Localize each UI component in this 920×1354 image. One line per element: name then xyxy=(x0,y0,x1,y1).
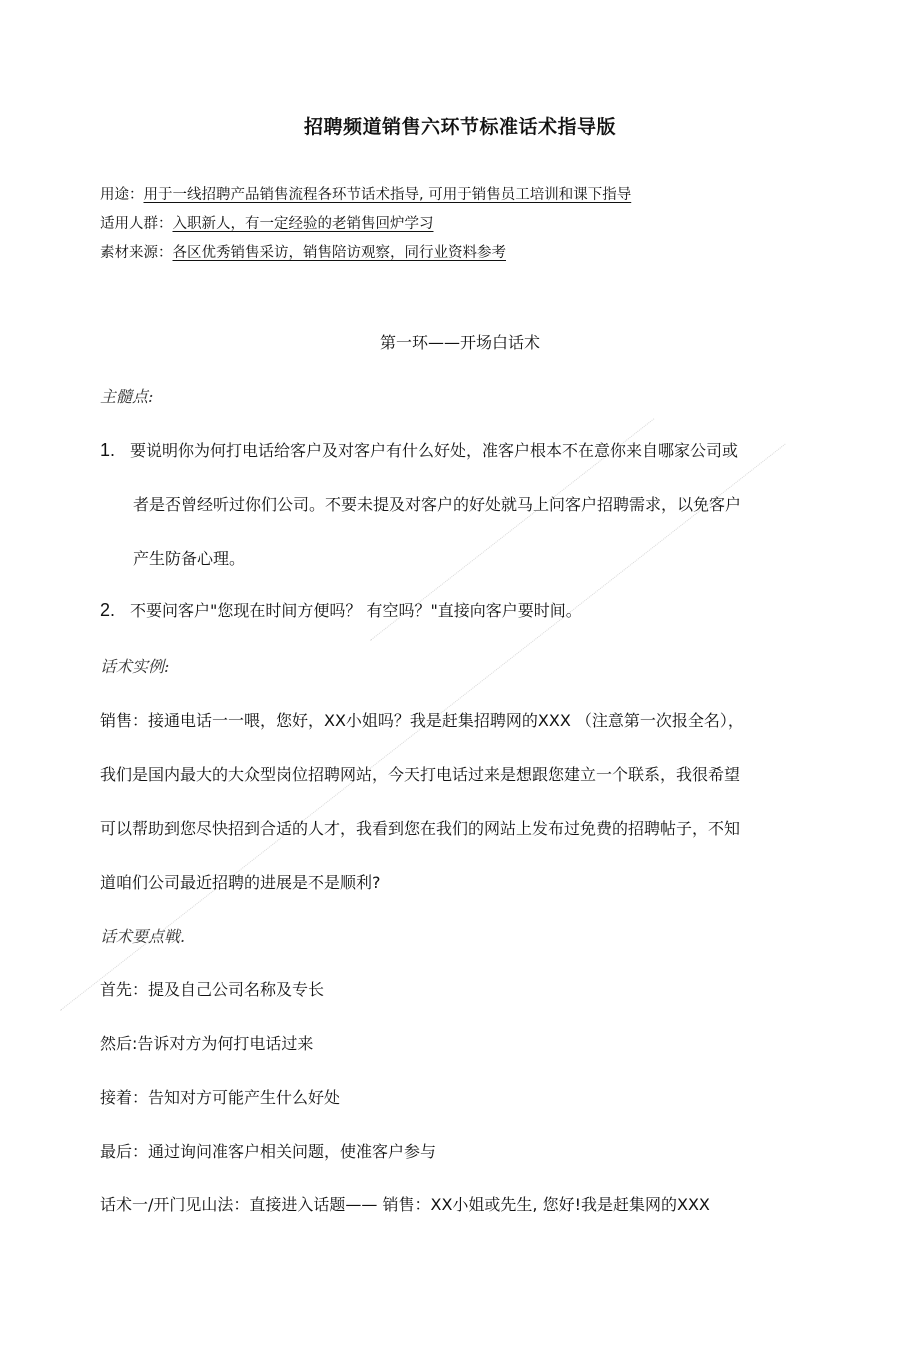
example-line-4: 道咱们公司最近招聘的进展是不是顺利? xyxy=(100,873,381,892)
point-1-text: 要说明你为何打电话给客户及对客户有什么好处，准客户根本不在意你来自哪家公司或 xyxy=(130,441,739,460)
section-title: 第一环——开场白话术 xyxy=(379,333,540,352)
meta-audience-value: 入职新人，有一定经验的老销售回炉学习 xyxy=(172,216,434,232)
point-2-text: 不要问客户"您现在时间方便吗？ 有空吗？"直接向客户要时间。 xyxy=(130,601,582,620)
point-1-number: 1. xyxy=(100,440,116,460)
meta-source-value: 各区优秀销售采访，销售陪访观察，同行业资料参考 xyxy=(172,245,506,261)
point-1-line-3: 产生防备心理。 xyxy=(133,549,246,568)
summary-label: 话术要点戦. xyxy=(100,927,186,946)
step-4: 最后：通过询问准客户相关问题，使准客户参与 xyxy=(100,1142,437,1161)
example-line-1: 销售：接通电话一一喂，您好，XX小姐吗？我是赶集招聘网的XXX （注意第一次报全名）， xyxy=(100,711,744,730)
point-1-line-2: 者是否曾经听过你们公司。不要未提及对客户的好处就马上问客户招聘需求，以免客户 xyxy=(133,495,742,514)
point-1-line-1 xyxy=(100,438,738,461)
document-title: 招聘频道销售六环节标准话术指导版 xyxy=(303,116,616,138)
meta-source-label: 素材来源： xyxy=(100,245,173,261)
key-points-label: 主髓点: xyxy=(100,387,154,406)
final-line: 话术一/开门见山法：直接进入话题—— 销售：XX小姐或先生, 您好!我是赶集网的XXX xyxy=(100,1195,710,1214)
point-2-line-1 xyxy=(100,598,582,621)
example-line-3: 可以帮助到您尽快招到合适的人才，我看到您在我们的网站上发布过免费的招聘帖子，不知 xyxy=(100,819,741,838)
meta-audience-label: 适用人群： xyxy=(100,216,173,232)
step-1: 首先：提及自己公司名称及专长 xyxy=(100,980,325,999)
step-2: 然后:告诉对方为何打电话过来 xyxy=(100,1034,314,1053)
step-3: 接着：告知对方可能产生什么好处 xyxy=(100,1088,341,1107)
meta-audience xyxy=(100,215,434,233)
meta-purpose-value: 用于一线招聘产品销售流程各环节话术指导, 可用于销售员工培训和课下指导 xyxy=(143,187,632,203)
example-label: 话术实例: xyxy=(100,657,170,676)
meta-purpose xyxy=(100,186,631,204)
meta-purpose-label: 用途： xyxy=(100,187,144,203)
meta-source xyxy=(100,244,506,262)
example-line-2: 我们是国内最大的大众型岗位招聘网站，今天打电话过来是想跟您建立一个联系，我很希望 xyxy=(100,765,741,784)
point-2-number: 2. xyxy=(100,600,116,620)
